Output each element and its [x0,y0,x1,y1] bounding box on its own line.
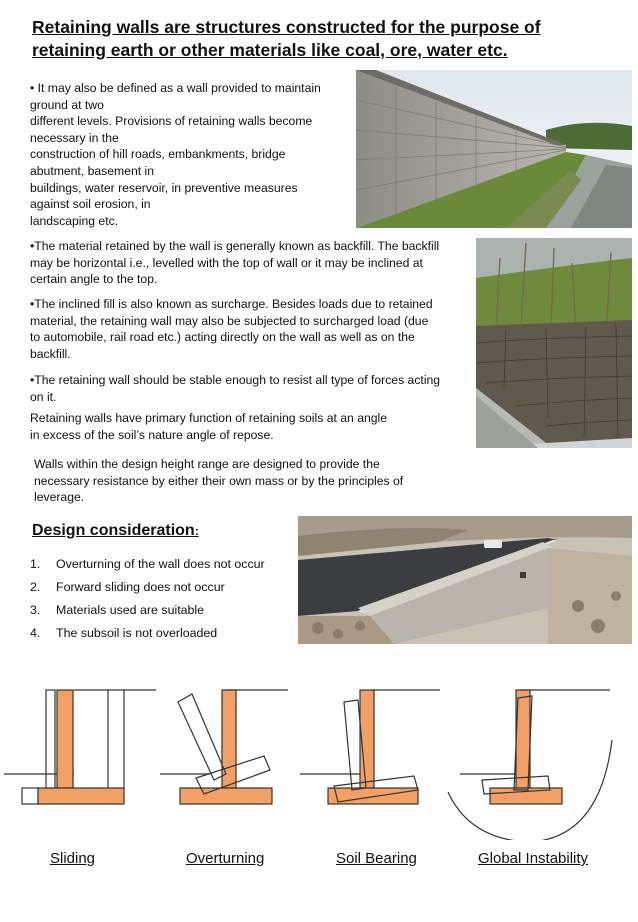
text-line: •The retaining wall should be stable enough to resist all type of forces acting [30,373,441,387]
text-line: abutment, basement in [30,163,154,178]
caption-overturning: Overturning [186,850,265,867]
sliding-diagram [4,690,156,804]
text-line: on it. [30,389,57,404]
list-text: Materials used are suitable [56,603,205,617]
design-height-paragraph [34,456,484,506]
list-text: Overturning of the wall does not occur [56,557,265,571]
failure-diagrams-svg [0,680,638,840]
concrete-wall-road-photo [298,516,632,644]
stone-wall-photo [476,238,632,448]
text-line: buildings, water reservoir, in preventive measures [30,180,298,195]
global-instability-diagram [448,690,612,840]
text-line: • It may also be defined as a wall provided to maintain [30,81,321,95]
retaining-wall-road-photo [356,70,632,228]
design-heading-text: Design consideration [32,522,195,539]
soil-bearing-diagram [300,690,440,804]
text-line: construction of hill roads, embankments, bridge [30,147,286,162]
list-number: 1. [30,557,41,571]
overturning-diagram [160,690,288,804]
design-list [30,556,300,641]
design-heading-colon: : [194,524,199,538]
intro-paragraph [30,80,350,229]
text-line: may be horizontal i.e., levelled with the top of wall or it may be inclined at [30,255,423,270]
list-text: Forward sliding does not occur [56,580,225,594]
text-line: necessary resistance by either their own mass or by the principles of [34,473,404,488]
text-line: necessary in the [30,130,119,145]
text-line: Walls within the design height range are designed to provide the [34,457,380,471]
text-line: different levels. Provisions of retaining walls become [30,114,313,129]
text-line: in excess of the soil’s nature angle of repose. [30,427,274,442]
text-line: ground at two [30,97,104,112]
list-item [30,579,300,595]
text-line: against soil erosion, in [30,197,151,212]
list-text: The subsoil is not overloaded [56,626,218,640]
text-line: leverage. [34,490,85,505]
caption-global-instability: Global Instability [478,850,589,867]
list-number: 4. [30,626,41,640]
text-line: •The material retained by the wall is generally known as backfill. The backfill [30,239,440,253]
surcharge-paragraph [30,296,480,362]
stability-paragraph [30,372,480,405]
text-line: to automobile, rail road etc.) acting directly on the wall as well as on the [30,330,415,345]
function-paragraph [30,410,480,443]
backfill-paragraph [30,238,480,288]
caption-sliding: Sliding [50,850,96,867]
list-item [30,625,300,641]
list-item [30,602,300,618]
text-line: backfill. [30,346,71,361]
list-item [30,556,300,572]
list-number: 2. [30,580,41,594]
design-heading [32,522,199,540]
list-number: 3. [30,603,41,617]
caption-soil-bearing: Soil Bearing [336,850,417,867]
text-line: certain angle to the top. [30,272,158,287]
text-line: landscaping etc. [30,213,119,228]
text-line: Retaining walls have primary function of retaining soils at an angle [30,411,388,425]
text-line: material, the retaining wall may also be subjected to surcharged load (due [30,313,429,328]
page-title: Retaining walls are structures constructed for the purpose of retaining earth or other materials like coal, ore, water etc. [32,17,541,60]
failure-diagrams [0,680,638,840]
text-line: •The inclined fill is also known as surcharge. Besides loads due to retained [30,297,433,311]
